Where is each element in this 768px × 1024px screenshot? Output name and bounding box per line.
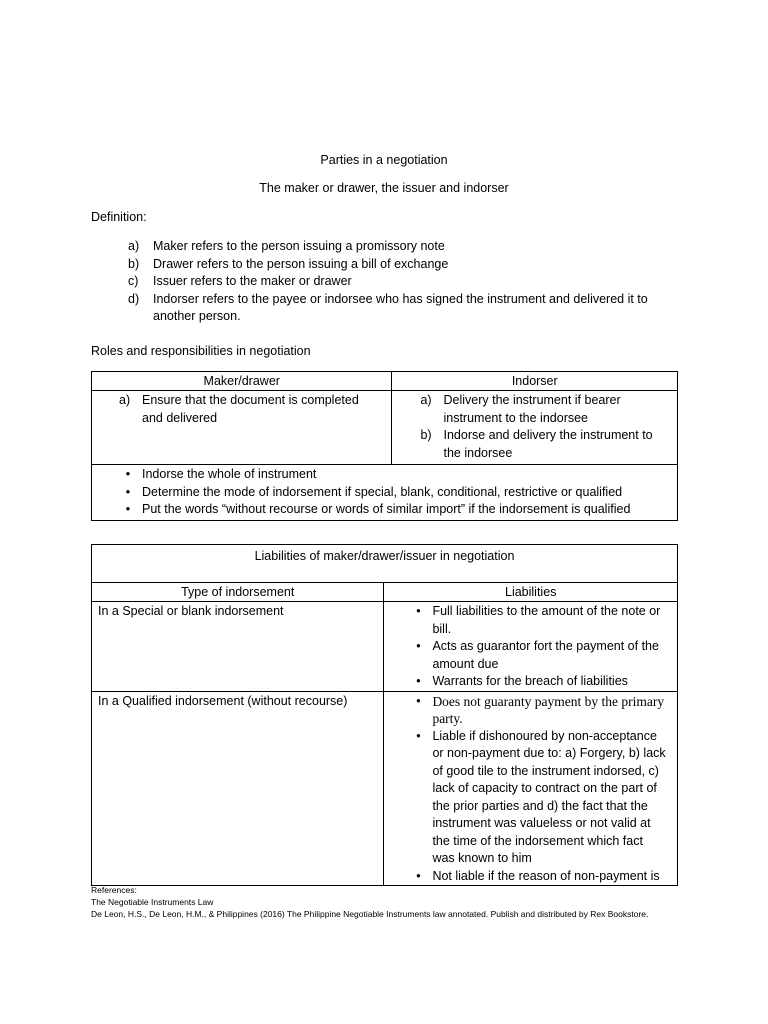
list-letter: a) (119, 393, 131, 407)
bullet-icon: • (416, 728, 421, 743)
shared-duty-text: Indorse the whole of instrument (142, 467, 317, 481)
definition-list (128, 238, 688, 326)
list-item (404, 728, 667, 868)
indorsement-type-cell: In a Qualified indorsement (without recourse) (92, 691, 384, 886)
bullet-icon: • (125, 467, 131, 481)
document-subtitle: The maker or drawer, the issuer and indorser (259, 181, 509, 195)
definition-item (128, 256, 688, 274)
bullet-icon: • (416, 693, 421, 708)
indorser-item-text: Delivery the instrument if bearer instrument to the indorsee (443, 393, 621, 425)
roles-table (91, 371, 678, 521)
liabilities-header-type: Type of indorsement (92, 583, 384, 602)
indorser-list (420, 392, 669, 462)
liabilities-table (91, 544, 678, 886)
liability-text: Does not guaranty payment by the primary party. (432, 693, 665, 726)
liability-text: Liable if dishonoured by non-acceptance or non-payment due to: a) Forgery, b) lack of good tile to the instrument indorsed, c) lack of capacity to contract on the part of the prior parties and d) the fact that the instrument was valueless or not valid at the time of the indorsement which fact was known to him (432, 728, 666, 865)
shared-duties-cell (92, 465, 678, 521)
liability-text: Full liabilities to the amount of the note or bill. (432, 604, 661, 636)
indorser-cell (392, 391, 678, 465)
bullet-icon: • (416, 868, 421, 883)
maker-list (119, 392, 371, 427)
bullet-icon: • (125, 484, 131, 499)
shared-duties-list (114, 466, 673, 519)
liability-text: Warrants for the breach of liabilities (432, 674, 628, 688)
definition-text: Indorser refers to the payee or indorsee who has signed the instrument and delivered it to another person. (153, 291, 648, 323)
maker-cell (92, 391, 392, 465)
indorser-item (420, 427, 669, 462)
bullet-icon: • (416, 674, 421, 688)
bullet-icon: • (125, 502, 131, 516)
list-item (404, 693, 667, 728)
definition-text: Drawer refers to the person issuing a bill of exchange (153, 256, 449, 271)
list-item (404, 868, 667, 886)
list-letter: a) (128, 239, 140, 253)
list-item (404, 603, 667, 638)
shared-duty-text: Put the words “without recourse or words of similar import” if the indorsement is qualified (142, 502, 631, 516)
list-letter: a) (420, 393, 432, 407)
list-item (114, 501, 673, 519)
references-block (91, 884, 681, 920)
bullet-icon: • (416, 639, 421, 653)
liabilities-header-liabilities: Liabilities (384, 583, 678, 602)
definition-item (128, 273, 688, 291)
liabilities-list (404, 603, 667, 691)
roles-header-indorser: Indorser (392, 372, 678, 391)
shared-duty-text: Determine the mode of indorsement if special, blank, conditional, restrictive or qualified (142, 484, 623, 499)
liabilities-list (404, 693, 667, 886)
reference-item: The Negotiable Instruments Law (91, 897, 214, 907)
reference-item: De Leon, H.S., De Leon, H.M., & Philippines (2016) The Philippine Negotiable Instruments law annotated. Publish and distributed by Rex Bookstore. (91, 909, 649, 919)
list-item (114, 484, 673, 502)
table-row (92, 691, 678, 886)
list-letter: d) (128, 291, 140, 306)
list-item (404, 673, 667, 691)
indorser-item (420, 392, 669, 427)
maker-item (119, 392, 371, 427)
definition-item (128, 238, 688, 256)
roles-heading: Roles and responsibilities in negotiation (91, 344, 311, 358)
list-letter: b) (420, 428, 432, 442)
document-title: Parties in a negotiation (320, 153, 448, 167)
definition-item (128, 291, 688, 326)
list-item (114, 466, 673, 484)
references-label: References: (91, 885, 137, 895)
list-item (404, 638, 667, 673)
indorser-item-text: Indorse and delivery the instrument to the indorsee (443, 428, 653, 460)
definition-text: Issuer refers to the maker or drawer (153, 274, 352, 288)
liabilities-cell (384, 602, 678, 692)
liability-text: Not liable if the reason of non-payment is (432, 868, 660, 883)
liability-text: Acts as guarantor fort the payment of the amount due (432, 639, 659, 671)
maker-item-text: Ensure that the document is completed and delivered (142, 393, 359, 425)
definition-text: Maker refers to the person issuing a promissory note (153, 239, 445, 253)
liabilities-table-title: Liabilities of maker/drawer/issuer in negotiation (92, 545, 678, 583)
roles-header-maker: Maker/drawer (92, 372, 392, 391)
list-letter: b) (128, 256, 140, 271)
list-letter: c) (128, 274, 139, 288)
table-row (92, 602, 678, 692)
bullet-icon: • (416, 604, 421, 618)
definition-heading: Definition: (91, 210, 147, 224)
indorsement-type-cell: In a Special or blank indorsement (92, 602, 384, 692)
liabilities-cell (384, 691, 678, 886)
